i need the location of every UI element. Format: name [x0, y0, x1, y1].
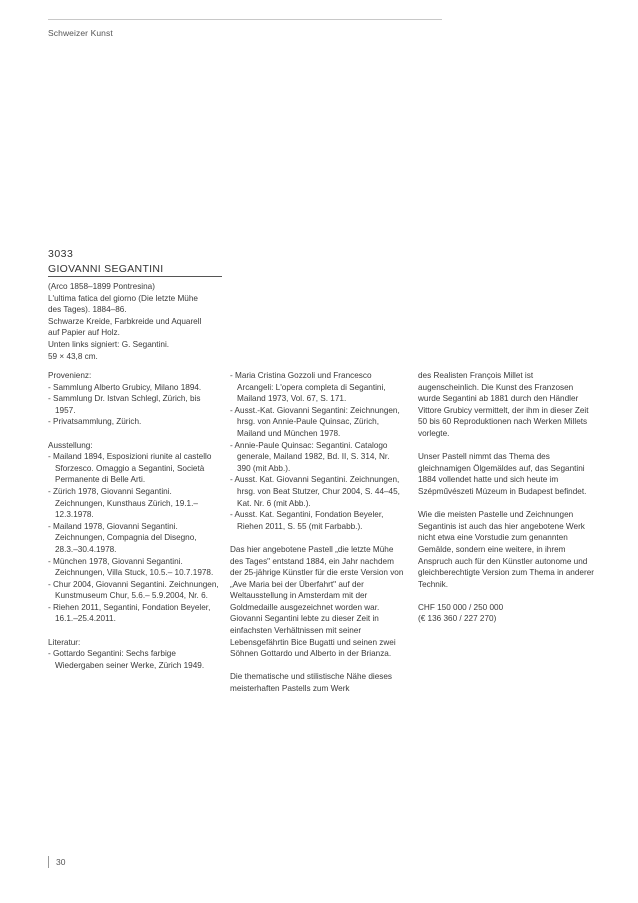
literature-item: - Annie-Paule Quinsac: Segantini. Catalogo generale, Mailand 1982, Bd. II, S. 314, Nr. 390 (mit Abb.). — [230, 440, 390, 473]
text-column-3 — [418, 370, 596, 625]
medium-line1: Schwarze Kreide, Farbkreide und Aquarell — [48, 316, 202, 326]
literature-item: - Maria Cristina Gozzoli und Francesco Arcangeli: L'opera completa di Segantini, Mailand 1973, Vol. 67, S. 171. — [230, 371, 386, 404]
literature-item: - Gottardo Segantini: Sechs farbige Wiedergaben seiner Werke, Zürich 1949. — [48, 649, 205, 670]
literature-continued — [230, 370, 405, 532]
exhibition-item: - Mailand 1978, Giovanni Segantini. Zeichnungen, Compagnia del Disegno, 28.3.–30.4.1978. — [48, 521, 197, 554]
exhibitions-heading: Ausstellung: — [48, 440, 93, 450]
exhibitions-section — [48, 440, 220, 626]
literature-item: - Ausst.-Kat. Giovanni Segantini: Zeichnungen, hrsg. von Annie-Paule Quinsac, Zürich, Mailand und München 1978. — [230, 405, 400, 438]
lot-details — [48, 281, 222, 362]
provenance-heading: Provenienz: — [48, 371, 92, 380]
section-header: Schweizer Kunst — [48, 28, 113, 38]
text-column-2 — [230, 370, 405, 706]
description-paragraph: Wie die meisten Pastelle und Zeichnungen Segantinis ist auch das hier angebotene Werk nicht etwa eine Vorstudie zum genannten Gemälde, sondern eine weitere, in ihrem Anspruch auch für den Künstler autonome und gleichberechtigte Version zum Thema in anderer Technik. — [418, 510, 594, 589]
provenance-item: - Sammlung Alberto Grubicy, Milano 1894. — [48, 382, 202, 392]
description-paragraph: des Realisten François Millet ist augenscheinlich. Die Kunst des Franzosen wurde Segantini ab 1881 durch den Händler Vittore Grubicy vermittelt, der ihm in dieser Zeit 50 bis 60 Reproduktionen nach Werken Millets vorlegte. — [418, 371, 589, 438]
lot-block — [48, 248, 222, 362]
provenance-section — [48, 370, 220, 428]
text-column-1 — [48, 370, 220, 683]
folio-rule — [48, 856, 49, 868]
description-paragraph: Unser Pastell nimmt das Thema des gleichnamigen Ölgemäldes auf, das Segantini 1884 vollendet hatte und sich heute im Szépművészeti Múzeum in Budapest befindet. — [418, 452, 587, 496]
artist-dates: (Arco 1858–1899 Pontresina) — [48, 282, 155, 291]
literature-item: - Ausst. Kat. Segantini, Fondation Beyeler, Riehen 2011, S. 55 (mit Farbabb.). — [230, 510, 384, 531]
estimate-eur: (€ 136 360 / 227 270) — [418, 614, 497, 624]
signature-note: Unten links signiert: G. Segantini. — [48, 339, 170, 349]
exhibition-item: - Chur 2004, Giovanni Segantini. Zeichnungen, Kunstmuseum Chur, 5.6.– 5.9.2004, Nr. 6. — [48, 579, 219, 601]
artwork-title-line1: L'ultima fatica del giorno (Die letzte Mühe — [48, 293, 198, 303]
exhibition-item: - Riehen 2011, Segantini, Fondation Beyeler, 16.1.–25.4.2011. — [48, 602, 211, 624]
estimate-chf: CHF 150 000 / 250 000 — [418, 602, 504, 612]
exhibition-item: - Mailand 1894, Esposizioni riunite al castello Sforzesco. Omaggio a Segantini, Società Permanente di Belle Arti. — [48, 452, 212, 485]
exhibition-item: - München 1978, Giovanni Segantini. Zeichnungen, Villa Stuck, 10.5.– 10.7.1978. — [48, 556, 214, 578]
artist-name: GIOVANNI SEGANTINI — [48, 263, 222, 277]
artwork-title-line2: des Tages). 1884–86. — [48, 305, 127, 315]
lot-number: 3033 — [48, 248, 74, 260]
literature-item: - Ausst. Kat. Giovanni Segantini. Zeichnungen, hrsg. von Beat Stutzer, Chur 2004, S. 44–45, Kat. Nr. 6 (mit Abb.). — [230, 475, 400, 508]
page-number: 30 — [56, 857, 66, 867]
provenance-item: - Sammlung Dr. Istvan Schlegl, Zürich, bis 1957. — [48, 394, 201, 415]
medium-line2: auf Papier auf Holz. — [48, 328, 120, 338]
literature-heading: Literatur: — [48, 637, 81, 647]
description-paragraph: Das hier angebotene Pastell „die letzte Mühe des Tages" entstand 1884, ein Jahr nachdem der 25-jährige Künstler für die erste Version von „Ave Maria bei der Überfahrt" auf der Weltausstellung in Amsterdam mit der Goldmedaille ausgezeichnet worden war. Giovanni Segantini lebte zu dieser Zeit in einfachsten Verhältnissen mit seiner Lebensgefährtin Bice Bugatti und seinen zwei Söhnen Gottardo und Alberto in der Brianza. — [230, 544, 404, 659]
description-paragraph: Die thematische und stilistische Nähe dieses meisterhaften Pastells zum Werk — [230, 672, 393, 694]
provenance-item: - Privatsammlung, Zürich. — [48, 417, 142, 427]
dimensions: 59 × 43,8 cm. — [48, 351, 98, 361]
exhibition-item: - Zürich 1978, Giovanni Segantini. Zeichnungen, Kunsthaus Zürich, 19.1.– 12.3.1978. — [48, 486, 198, 520]
literature-section — [48, 637, 220, 672]
header-rule — [48, 19, 442, 20]
